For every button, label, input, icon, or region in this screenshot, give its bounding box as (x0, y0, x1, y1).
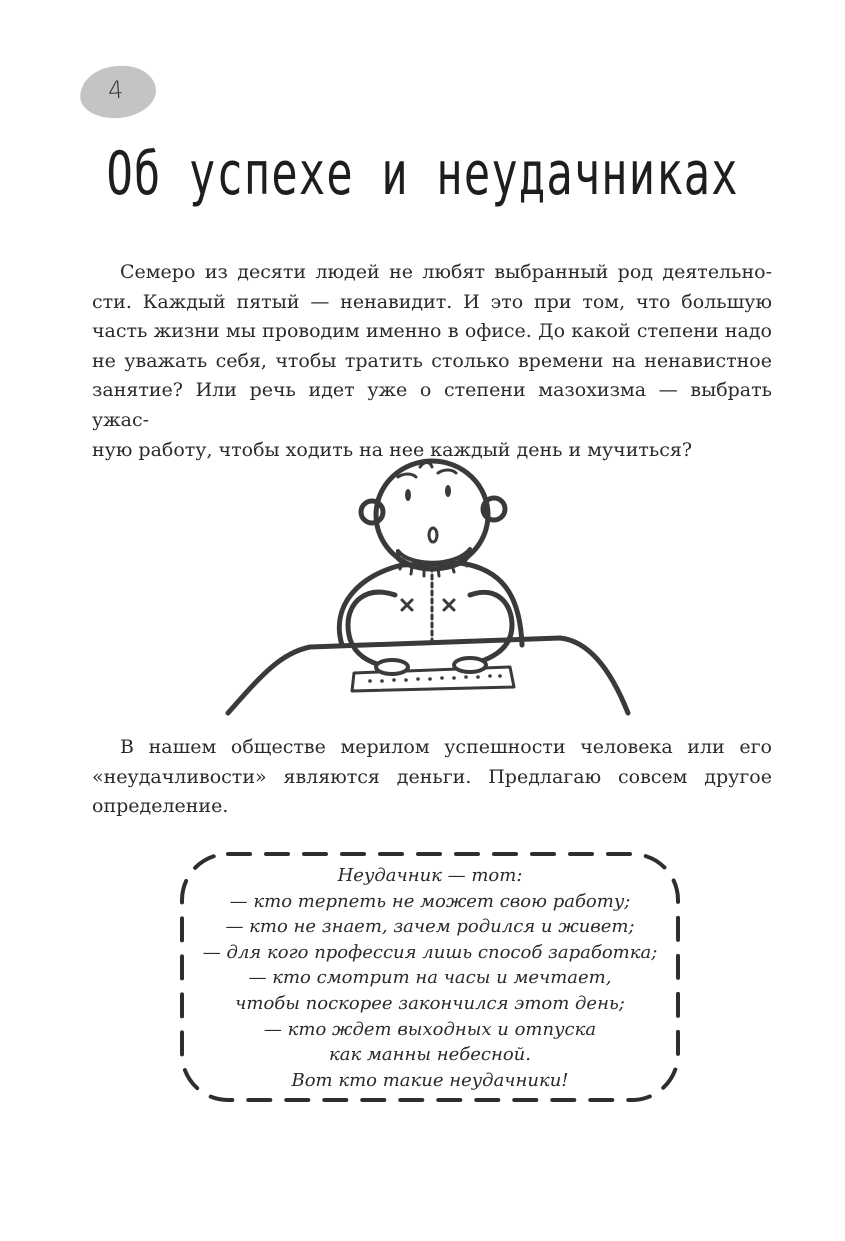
quote-line: как манны небесной. (329, 1044, 531, 1066)
paragraph-line: сти. Каждый пятый — ненавидит. И это при том, что большую (92, 290, 772, 313)
paragraph-line: В нашем обществе мерилом успешности человека или его (120, 736, 772, 758)
paragraph-line: ную работу, чтобы ходить на нее каждый день и мучиться? (92, 438, 693, 461)
paragraph-intro (92, 258, 772, 465)
quote-line: — для кого профессия лишь способ заработка; (202, 941, 658, 963)
paragraph-line: не уважать себя, чтобы тратить столько времени на ненавистное (92, 349, 772, 372)
quote-text (180, 863, 680, 1093)
quote-line: Неудачник — тот: (337, 865, 523, 886)
desk-line (228, 638, 628, 713)
paragraph-line: часть жизни мы проводим именно в офисе. До какой степени надо (92, 320, 772, 343)
left-ear (361, 501, 383, 523)
paragraph-definition (92, 733, 772, 822)
paragraph-line: занятие? Или речь идет уже о степени мазохизма — выбрать ужас- (92, 379, 772, 431)
paragraph-line: Семеро из десяти людей не любят выбранный род деятельно- (120, 261, 772, 283)
paragraph-line: определение. (92, 795, 229, 818)
quote-line: — кто смотрит на часы и мечтает, (248, 967, 612, 989)
right-arm (460, 592, 512, 667)
quote-line: чтобы поскорее закончился этот день; (235, 992, 625, 1014)
quote-line: — кто не знает, зачем родился и живет; (225, 916, 635, 938)
quote-line: Вот кто такие неудачники! (291, 1069, 569, 1091)
left-arm (348, 592, 398, 667)
page-number-badge (78, 63, 157, 120)
paragraph-line: «неудачливости» являются деньги. Предлагаю совсем другое (92, 765, 772, 788)
chapter-title: Об успехе и неудачниках (106, 140, 739, 209)
head-outline (376, 461, 488, 569)
quote-line: — кто терпеть не может свою работу; (229, 890, 631, 912)
office-worker-illustration (220, 455, 640, 725)
quote-line: — кто ждет выходных и отпуска (263, 1018, 597, 1040)
page-number: 4 (106, 75, 125, 105)
